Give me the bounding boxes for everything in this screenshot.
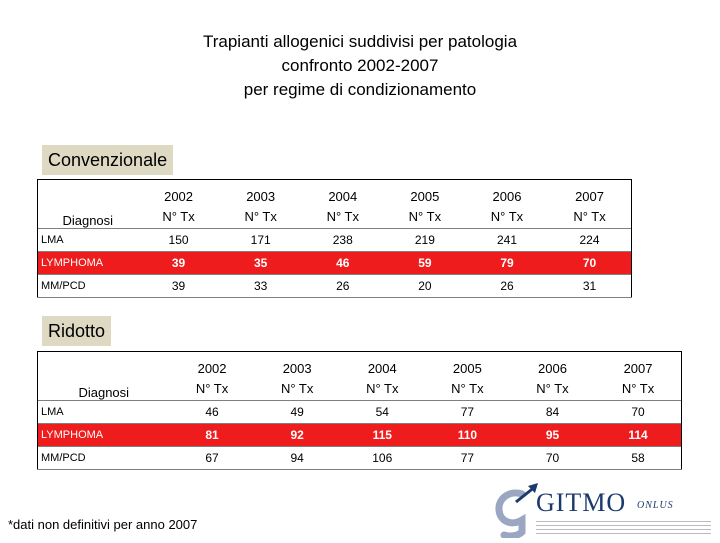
unit-header: N° Tx: [195, 380, 229, 396]
cell-value: 110: [425, 424, 510, 447]
unit-header: N° Tx: [326, 208, 359, 224]
cell-value: 39: [138, 252, 220, 275]
cell-value: 67: [170, 447, 255, 470]
section-label-convenzionale: Convenzionale: [42, 145, 173, 175]
unit-header: N° Tx: [536, 380, 569, 396]
cell-value: 46: [170, 401, 255, 424]
row-name: LMA: [38, 401, 170, 424]
row-name: MM/PCD: [38, 275, 138, 298]
unit-header: N° Tx: [451, 380, 484, 396]
unit-header: N° Tx: [490, 208, 524, 224]
cell-value: 241: [466, 229, 548, 252]
row-name: LYMPHOMA: [38, 252, 138, 275]
cell-value: 219: [384, 229, 466, 252]
unit-header: N° Tx: [244, 208, 277, 224]
year-header: 2003: [255, 352, 340, 377]
row-name: LYMPHOMA: [38, 424, 170, 447]
gitmo-logo: [492, 480, 712, 538]
unit-header: N° Tx: [595, 376, 681, 401]
year-header: 2007: [595, 352, 681, 377]
cell-value: 70: [548, 252, 631, 275]
table-row: [38, 424, 682, 447]
table-row: [38, 401, 682, 424]
unit-header: N° Tx: [162, 208, 195, 224]
diagnosis-header: Diagnosi: [38, 352, 170, 401]
table-row: [38, 229, 632, 252]
cell-value: 94: [255, 447, 340, 470]
logo-name: GITMO: [536, 488, 627, 517]
cell-value: 35: [220, 252, 302, 275]
cell-value: 92: [255, 424, 340, 447]
logo-fine-print: [536, 518, 711, 534]
row-name: LMA: [38, 229, 138, 252]
unit-header: N° Tx: [366, 380, 399, 396]
unit-header: N° Tx: [280, 380, 314, 396]
cell-value: 54: [340, 401, 425, 424]
title-line-1: Trapianti allogenici suddivisi per patologia: [202, 32, 518, 51]
cell-value: 238: [302, 229, 384, 252]
cell-value: 171: [220, 229, 302, 252]
unit-header: N° Tx: [408, 208, 442, 224]
cell-value: 70: [510, 447, 595, 470]
year-header: 2004: [340, 352, 425, 377]
cell-value: 31: [548, 275, 631, 298]
cell-value: 79: [466, 252, 548, 275]
cell-value: 58: [595, 447, 681, 470]
year-header: 2006: [466, 180, 548, 205]
title-line-3: per regime di condizionamento: [243, 80, 477, 99]
cell-value: 59: [384, 252, 466, 275]
footnote: *dati non definitivi per anno 2007: [8, 517, 198, 532]
year-header: 2002: [138, 180, 220, 205]
table-row: [38, 252, 632, 275]
year-header: 2005: [425, 352, 510, 377]
cell-value: 77: [425, 401, 510, 424]
table-convenzionale: [37, 179, 632, 298]
cell-value: 114: [595, 424, 681, 447]
table-ridotto: [37, 351, 682, 470]
year-header: 2007: [548, 180, 631, 205]
year-header: 2003: [220, 180, 302, 205]
year-header: 2006: [510, 352, 595, 377]
year-header: 2005: [384, 180, 466, 205]
cell-value: 150: [138, 229, 220, 252]
cell-value: 33: [220, 275, 302, 298]
cell-value: 224: [548, 229, 631, 252]
logo-suffix: ONLUS: [637, 500, 674, 511]
title-line-2: confronto 2002-2007: [281, 56, 439, 75]
cell-value: 95: [510, 424, 595, 447]
row-name: MM/PCD: [38, 447, 170, 470]
page-title: [100, 30, 620, 102]
cell-value: 81: [170, 424, 255, 447]
unit-header: N° Tx: [548, 204, 631, 229]
cell-value: 70: [595, 401, 681, 424]
cell-value: 20: [384, 275, 466, 298]
cell-value: 84: [510, 401, 595, 424]
cell-value: 115: [340, 424, 425, 447]
cell-value: 106: [340, 447, 425, 470]
diagnosis-header: Diagnosi: [38, 180, 138, 229]
section-label-ridotto: Ridotto: [42, 316, 111, 346]
gitmo-g-arrow-icon: [492, 480, 542, 538]
cell-value: 46: [302, 252, 384, 275]
year-header: 2004: [302, 180, 384, 205]
cell-value: 26: [466, 275, 548, 298]
year-header: 2002: [170, 352, 255, 377]
cell-value: 26: [302, 275, 384, 298]
table-row: [38, 447, 682, 470]
cell-value: 77: [425, 447, 510, 470]
cell-value: 49: [255, 401, 340, 424]
cell-value: 39: [138, 275, 220, 298]
table-row: [38, 275, 632, 298]
